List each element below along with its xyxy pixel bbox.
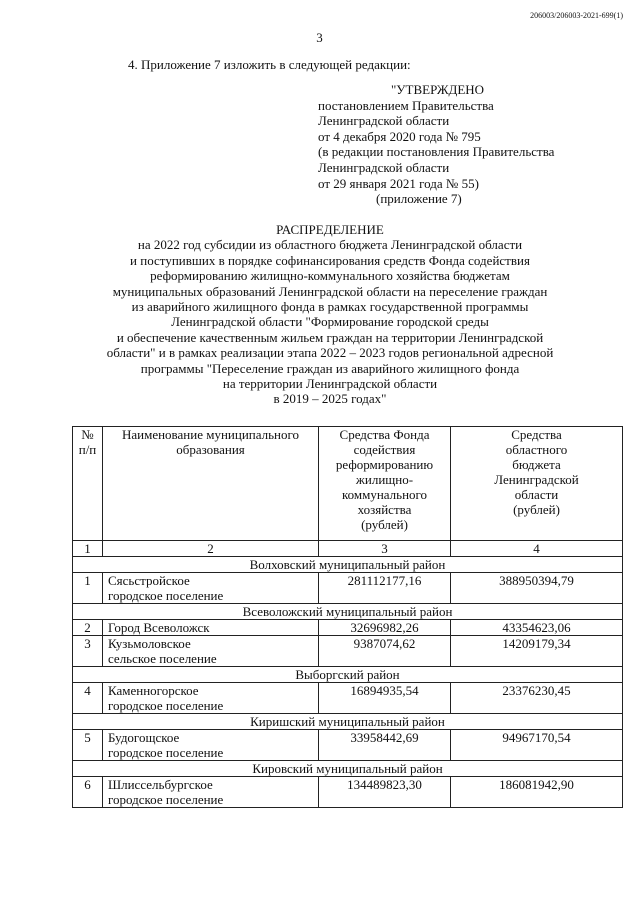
row-regional: 43354623,06 — [451, 620, 623, 636]
document-title — [60, 222, 600, 407]
col-number: 3 — [319, 541, 451, 557]
header-name: Наименование муниципального образования — [103, 427, 319, 541]
approval-line: постановлением Правительства — [318, 97, 494, 113]
table-row — [73, 636, 623, 667]
approval-line: (в редакции постановления Правительства — [318, 144, 555, 160]
approval-line: (приложение 7) — [376, 191, 462, 207]
row-fund: 16894935,54 — [319, 683, 451, 714]
row-name: Шлиссельбургское городское поселение — [103, 777, 319, 808]
district-row — [73, 604, 623, 620]
district-row — [73, 557, 623, 573]
distribution-table — [72, 426, 623, 808]
row-name: Город Всеволожск — [103, 620, 319, 636]
row-name: Сясьстройское городское поселение — [103, 573, 319, 604]
row-num: 1 — [73, 573, 103, 604]
row-num: 4 — [73, 683, 103, 714]
column-number-row — [73, 541, 623, 557]
row-regional: 94967170,54 — [451, 730, 623, 761]
title-line: области" и в рамках реализации этапа 2022 – 2023 годов региональной адресной — [106, 345, 554, 361]
row-num: 6 — [73, 777, 103, 808]
row-num: 5 — [73, 730, 103, 761]
approval-line: Ленинградской области — [318, 159, 450, 175]
row-regional: 14209179,34 — [451, 636, 623, 667]
district-name: Кировский муниципальный район — [73, 761, 623, 777]
approval-line: "УТВЕРЖДЕНО — [391, 82, 485, 97]
title-line: реформированию жилищно-коммунального хозяйства бюджетам — [150, 268, 510, 284]
district-name: Волховский муниципальный район — [73, 557, 623, 573]
row-regional: 23376230,45 — [451, 683, 623, 714]
row-fund: 32696982,26 — [319, 620, 451, 636]
table-row — [73, 573, 623, 604]
table-row — [73, 730, 623, 761]
title-line: РАСПРЕДЕЛЕНИЕ — [276, 222, 384, 237]
district-name: Всеволожский муниципальный район — [73, 604, 623, 620]
approval-line: от 29 января 2021 года № 55) — [318, 175, 479, 191]
paragraph-text: 4. Приложение 7 изложить в следующей редакции: — [128, 57, 411, 72]
row-fund: 9387074,62 — [319, 636, 451, 667]
district-row — [73, 761, 623, 777]
table-row — [73, 620, 623, 636]
district-name: Киришский муниципальный район — [73, 714, 623, 730]
title-line: муниципальных образований Ленинградской области на переселение граждан — [112, 283, 548, 299]
approval-line: Ленинградской области — [318, 113, 450, 129]
district-row — [73, 714, 623, 730]
row-fund: 134489823,30 — [319, 777, 451, 808]
col-number: 2 — [103, 541, 319, 557]
header-fund: Средства Фонда содействия реформированию жилищно- коммунального хозяйства (рублей) — [319, 427, 451, 541]
title-line: на территории Ленинградской области — [222, 376, 438, 392]
page-number: 3 — [316, 30, 323, 45]
document-number: 206003/206003-2021-699(1) — [530, 11, 623, 20]
title-line: на 2022 год субсидии из областного бюджета Ленинградской области — [137, 237, 523, 253]
district-row — [73, 667, 623, 683]
title-line: Ленинградской области "Формирование городской среды — [171, 314, 489, 330]
title-line: и поступивших в порядке софинансирования средств Фонда содействия — [130, 252, 530, 268]
header-regional: Средства областного бюджета Ленинградской области (рублей) — [451, 427, 623, 541]
title-line: из аварийного жилищного фонда в рамках государственной программы — [131, 299, 529, 315]
title-line: программы "Переселение граждан из аварийного жилищного фонда — [140, 360, 520, 376]
row-fund: 33958442,69 — [319, 730, 451, 761]
row-regional: 388950394,79 — [451, 573, 623, 604]
col-number: 4 — [451, 541, 623, 557]
row-fund: 281112177,16 — [319, 573, 451, 604]
approval-line: от 4 декабря 2020 года № 795 — [318, 128, 481, 144]
title-line: и обеспечение качественным жильем граждан на территории Ленинградской — [116, 329, 544, 345]
row-name: Будогощское городское поселение — [103, 730, 319, 761]
title-line: в 2019 – 2025 годах" — [273, 391, 387, 407]
row-regional: 186081942,90 — [451, 777, 623, 808]
district-name: Выборгский район — [73, 667, 623, 683]
col-number: 1 — [73, 541, 103, 557]
row-name: Каменногорское городское поселение — [103, 683, 319, 714]
table-header-row — [73, 427, 623, 541]
approval-stamp — [318, 82, 554, 207]
row-num: 2 — [73, 620, 103, 636]
table-row — [73, 683, 623, 714]
row-name: Кузьмоловское сельское поселение — [103, 636, 319, 667]
table-row — [73, 777, 623, 808]
header-num: № п/п — [73, 427, 103, 541]
row-num: 3 — [73, 636, 103, 667]
